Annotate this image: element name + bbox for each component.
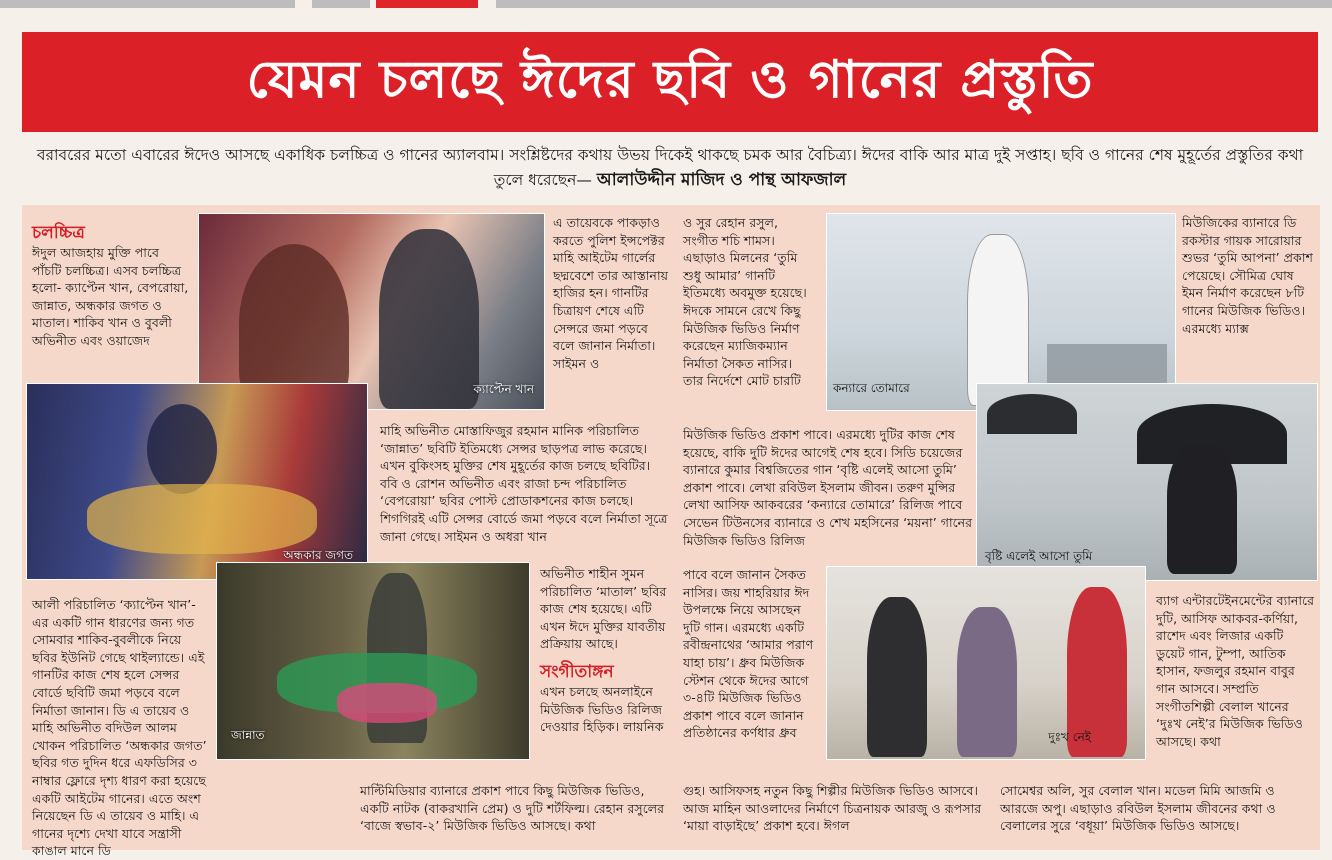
music-text-9: সোমেশ্বর অলি, সুর বেলাল খান। মডেল মিমি আজমি ও আরজে অপু। এছাড়াও রবিউল ইসলাম জীবনের কথা ও বেলালের সুরে ‘বধূয়া’ মিউজিক ভিডিও আসছে। [1000,783,1276,834]
caption-captain-khan: ক্যাপ্টেন খান [473,382,534,396]
music-text-1: এখন চলছে অনলাইনে মিউজিক ভিডিও রিলিজ দেওয়ার হিড়িক। লায়নিক [540,683,664,735]
col4-top [1182,214,1314,337]
music-section-heading: সংগীতাঙ্গন [540,661,614,682]
col3-wide [683,426,973,549]
col4-mid [1156,592,1316,750]
col4-bottom [1000,782,1316,835]
col3-mid [683,566,815,780]
music-text-3: ও সুর রেহান রসুল, সংগীত শচি শামস। এছাড়াও মিলনের ‘তুমি শুধু আমার’ গানটি ইতিমধ্যে অবমুক্ত হয়েছে। ঈদকে সামনে রেখে কিছু মিউজিক ভিডিও নির্মাণ করেছেন ম্যাজিকম্যান নির্মাতা সৈকত নাসির। তার নির্দেশে মোট চারটি [683,215,807,389]
film-section-heading: চলচ্চিত্র [32,223,85,243]
top-rule-mid [312,0,370,8]
intro-paragraph [22,143,1318,193]
top-rule-right [496,0,1332,8]
top-rule-accent [376,0,478,8]
music-text-8: ব্যাগ এন্টারটেইনমেন্টের ব্যানারে দুটি, আসিফ আকবর-কর্ণিয়া, রাশেদ এবং লিজার একটি ডুয়েট গান, টুম্পা, আতিক হাসান, ফজলুর রহমান বাবুর গান আসবে। সম্প্রতি সংগীতশিল্পী বেলাল খানের ‘দুঃখ নেই’র মিউজিক ভিডিও আসছে। কথা [1156,593,1315,749]
music-text-4: মিউজিক ভিডিও প্রকাশ পাবে। এরমধ্যে দুটির কাজ শেষ হয়েছে, বাকি দুটি ঈদের আগেই শেষ হবে। সিডি চয়েজের ব্যানারে কুমার বিশ্বজিতের গান ‘বৃষ্টি এলেই আসো তুমি’ প্রকাশ পাবে। লেখা রবিউল ইসলাম জীবন। তরুণ মুন্সির লেখা আসিফ আকবরের ‘কন্যারে তোমারে’ রিলিজ পাবে সেভেন টিউনসের ব্যানারে ও শেখ মহসিনের ‘ময়না’ গানের মিউজিক ভিডিও রিলিজ [683,427,973,548]
film-text-1: ঈদুল আজহায় মুক্তি পাবে পাঁচটি চলচ্চিত্র। এসব চলচ্চিত্র হলো- ক্যাপ্টেন খান, বেপরোয়া, জান্নাত, অন্ধকার জগত ও মাতাল। শাকিব খান ও বুবলী অভিনীত এবং ওয়াজেদ [32,245,189,348]
film-text-3: এ তায়েবকে পাকড়াও করতে পুলিশ ইন্সপেক্টর মাহি আইটেম গার্লের ছদ্মবেশে তার আস্তানায় হাজির হন। গানটির চিত্রায়ণ শেষে এটি সেন্সরে জমা পড়বে বলে জানান নির্মাতা। সাইমন ও [553,215,669,371]
top-rule-left [0,0,295,8]
music-text-6: গুহ। আসিফসহ নতুন কিছু শিল্পীর মিউজিক ভিডিও আসবে। আজ মাহিন আওলাদের নির্মাণে চিত্রনায়ক আরজু ও রূপসার ‘মায়া বাড়াইছে’ প্রকাশ হবে। ঈগল [683,783,982,834]
col2-bottom [360,782,670,835]
col2-mid [540,565,668,736]
film-text-2: আলী পরিচালিত ‘ক্যাপ্টেন খান’-এর একটি গান ধারণের জন্য গত সোমবার শাকিব-বুবলীকে নিয়ে ছবির ইউনিট গেছে থাইল্যান্ডে। এই গানটির কাজ শেষ হলে সেন্সর বোর্ডে ছবিটি জমা পড়বে বলে নির্মাতা জানান। ডি এ তায়েব ও মাহি অভিনীত বদিউল আলম খোকন পরিচালিত ‘অন্ধকার জগত’ ছবির গত দুদিন ধরে এফডিসির ৩ নাম্বার ফ্লোরে দৃশ্য ধারণ করা হয়েছে একটি আইটেম গানের। এতে অংশ নিয়েছেন ডি এ তায়েব ও মাহি। এ গানের দৃশ্যে দেখা যাবে সন্ত্রাসী কাঙাল মানে ডি [32,597,207,859]
dukkho-nei-photo [826,566,1146,760]
col2-top [553,214,669,372]
intro-text: বরাবরের মতো এবারের ঈদেও আসছে একাধিক চলচ্চিত্র ও গানের অ্যালবাম। সংশ্লিষ্টদের কথায় উভয় দিকেই থাকছে চমক আর বৈচিত্র্য। ঈদের বাকি আর মাত্র দুই সপ্তাহ। ছবি ও গানের শেষ মুহূর্তের প্রস্তুতির কথা তুলে ধরেছেন— [36,146,1304,189]
ondhokar-jogot-photo [26,383,368,580]
konnare-tomare-photo [826,213,1176,411]
col2-wide [380,422,670,545]
jannat-photo [216,562,530,760]
headline-banner [22,32,1318,132]
headline: যেমন চলছে ঈদের ছবি ও গানের প্রস্তুতি [246,49,1094,110]
author-byline: আলাউদ্দীন মাজিদ ও পান্থ আফজাল [596,170,847,190]
film-column-top [32,222,192,350]
caption-brishti: বৃষ্টি এলেই আসো তুমি [985,549,1093,563]
caption-konnare-tomare: কন্যারে তোমারে [833,381,910,395]
captain-khan-photo [198,213,545,410]
music-text-2: মাল্টিমিডিয়ার ব্যানারে প্রকাশ পাবে কিছু মিউজিক ভিডিও, একটি নাটক (বাকরখানি প্রেম) ও দুটি শর্টফিল্ম। রেহান রসুলের ‘বাজে স্বভাব-২’ মিউজিক ভিডিও আসছে। কথা [360,783,665,834]
col3-bottom [683,782,983,835]
music-text-5: পাবে বলে জানান সৈকত নাসির। জয় শাহরিয়ার ঈদ উপলক্ষে নিয়ে আসছেন দুটি গান। এরমধ্যে একটি রবীন্দ্রনাথের ‘আমার পরাণ যাহা চায়’। ধ্রুব মিউজিক স্টেশন থেকে ঈদের আগে ৩-৪টি মিউজিক ভিডিও প্রকাশ পাবে বলে জানান প্রতিষ্ঠানের কর্ণধার ধ্রুব [683,567,814,741]
col3-top [683,214,815,390]
brishti-photo [976,383,1318,581]
caption-ondhokar-jogot: অন্ধকার জগত [283,548,353,562]
film-text-5: অভিনীত শাহীন সুমন পরিচালিত ‘মাতাল’ ছবির কাজ শেষ হয়েছে। এটি এখন ঈদে মুক্তির যাবতীয় প্রক্রিয়ায় আছে। [540,566,667,652]
film-text-4: মাহি অভিনীত মোস্তাফিজুর রহমান মানিক পরিচালিত ‘জান্নাত’ ছবিটি ইতিমধ্যে সেন্সর ছাড়পত্র লাভ করেছে। এখন বুকিংসহ মুক্তির শেষ মুহূর্তের কাজ চলছে ছবিটির। ববি ও রোশন অভিনীত এবং রাজা চন্দ পরিচালিত ‘বেপরোয়া’ ছবির পোস্ট প্রোডাকশনের কাজ চলছে। শিগগিরই এটি সেন্সর বোর্ডে জমা পড়বে বলে নির্মাতা সূত্রে জানা গেছে। সাইমন ও অধরা খান [380,423,668,544]
music-text-7: মিউজিকের ব্যানারে ডি রকস্টার গায়ক সারোয়ার শুভর ‘তুমি আপনা’ প্রকাশ পেয়েছে। সৌমিত্র ঘোষ ইমন নির্মাণ করেছেন ৮টি গানের মিউজিক ভিডিও। এরমধ্যে ম্যাক্স [1182,215,1313,336]
film-column-bottom [32,596,210,859]
caption-jannat: জান্নাত [231,728,265,742]
caption-dukkho-nei: দুঃখ নেই [1048,730,1091,744]
